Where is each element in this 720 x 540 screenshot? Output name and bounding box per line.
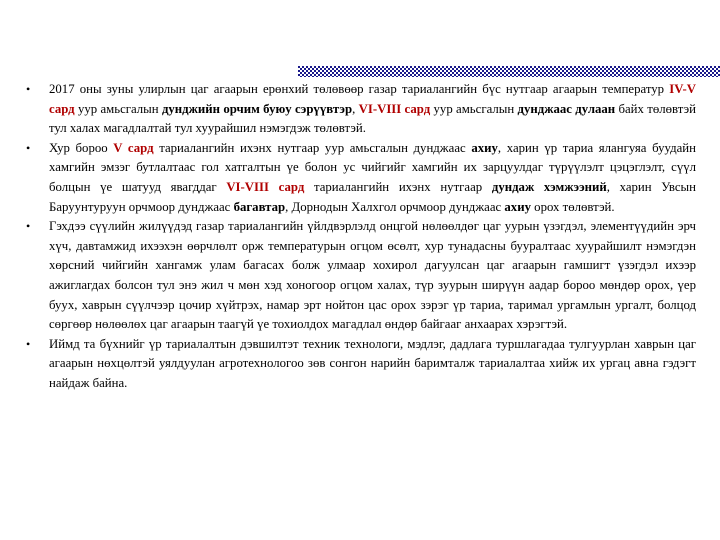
highlight-period: IV-V сард xyxy=(49,82,696,116)
text-segment: орох төлөвтэй. xyxy=(530,199,615,214)
text-segment: 2017 оны зуны улирлын цаг агаарын ерөнхий төлөвөөр газар тариалангийн бүс нутгаар агаарын температур xyxy=(49,82,670,96)
paragraph-text xyxy=(49,141,696,214)
text-segment: байх төлөвтэй тул халах магадлалтай тул хуурайшил нэмэгдэж төлөвтэй. xyxy=(49,101,696,136)
highlight-term: дунджаас дулаан xyxy=(517,101,616,116)
slide-content xyxy=(26,80,696,394)
text-segment: тариалангийн ихэнх нутгаар xyxy=(304,179,492,194)
bullet-paragraph-4 xyxy=(26,335,696,394)
highlight-term: багавтар xyxy=(233,199,286,214)
highlight-term: дунджийн орчим буюу сэрүүвтэр xyxy=(161,101,353,116)
highlight-term: ахиу xyxy=(504,199,531,214)
text-segment: тариалангийн ихэнх нутгаар уур амьсгалын дунджаас xyxy=(153,140,472,155)
decorative-top-band xyxy=(298,66,720,77)
text-segment: , Дорнодын Халхгол орчмоор дунджаас xyxy=(285,199,505,214)
highlight-period: V сард xyxy=(113,140,154,155)
text-segment: , xyxy=(352,101,359,116)
bullet-list xyxy=(26,80,696,394)
text-segment: Гэхдээ сүүлийн жилүүдэд газар тариалангийн үйлдвэрлэлд онцгой нөлөөлдөг цаг уурын үзэгдэл, элементүүдийн эрч хүч, давтамжид ихээхэн өөрчлөлт орж температурын огцом өсөлт, хур тунадасны бууралтаас хуурайшилт нэмэгдэн хөрсний чийгийн хангамж улам багасах болж улмаар хохирол дагуулсан цаг агаарын гамшигт үзэгдэл ихээр ажиглагдах болсон тул энэ жил ч мөн хэд хоногоор огцом халах, түр зуурын ширүүн аадар бороо мөндөр орох, үер буух, хаврын сүүлчээр цочир хүйтрэх, намар эрт нойтон цас орох зэрэг үр тариа, таримал ургамлын ургалт, болцод сөргөөр нөлөөлөх цаг агаарын таагүй үе тохиолдох магадлал өндөр байгааг анхаарах хэрэгтэй. xyxy=(49,219,696,332)
paragraph-text xyxy=(49,82,696,135)
bullet-paragraph-2 xyxy=(26,139,696,217)
bullet-icon: • xyxy=(26,336,31,351)
text-segment: Иймд та бүхнийг үр тариалалтын дэвшилтэт техник технологи, мэдлэг, дадлага туршлагадаа тулгуурлан хаврын цаг агаарын нөхцөлтэй уялдуулан агротехнологоо зөв сонгон нарийн баримталж тариалалтаа хийж их ургац авна гэдэгт найдаж байна. xyxy=(49,336,696,390)
highlight-period: VI-VIII сард xyxy=(226,179,305,194)
highlight-term: дундаж хэмжээний xyxy=(491,179,607,194)
text-segment: Хур бороо xyxy=(49,140,114,155)
bullet-icon: • xyxy=(26,219,31,234)
bullet-paragraph-3 xyxy=(26,217,696,335)
bullet-icon: • xyxy=(26,140,31,155)
highlight-term: ахиу xyxy=(471,140,498,155)
bullet-icon: • xyxy=(26,82,31,96)
paragraph-text xyxy=(49,219,696,331)
bullet-paragraph-1 xyxy=(26,80,696,139)
paragraph-text xyxy=(49,337,696,390)
text-segment: , харин үр тариа ялангуяа буудайн хамгийн эмзэг бутлалтаас гол хатгалтын үе болон ус чийгийг хамгийн их зарцуулдаг түрүүлэлт цэцэглэлт, сүүл болцын үе шатууд явагддаг xyxy=(49,140,696,194)
text-segment: уур амьсгалын xyxy=(430,101,518,116)
highlight-period: VI-VIII сард xyxy=(358,101,431,116)
text-segment: , харин Увсын Баруунтуруун орчмоор дунджаас xyxy=(49,179,696,214)
text-segment: уур амьсгалын xyxy=(74,101,162,116)
